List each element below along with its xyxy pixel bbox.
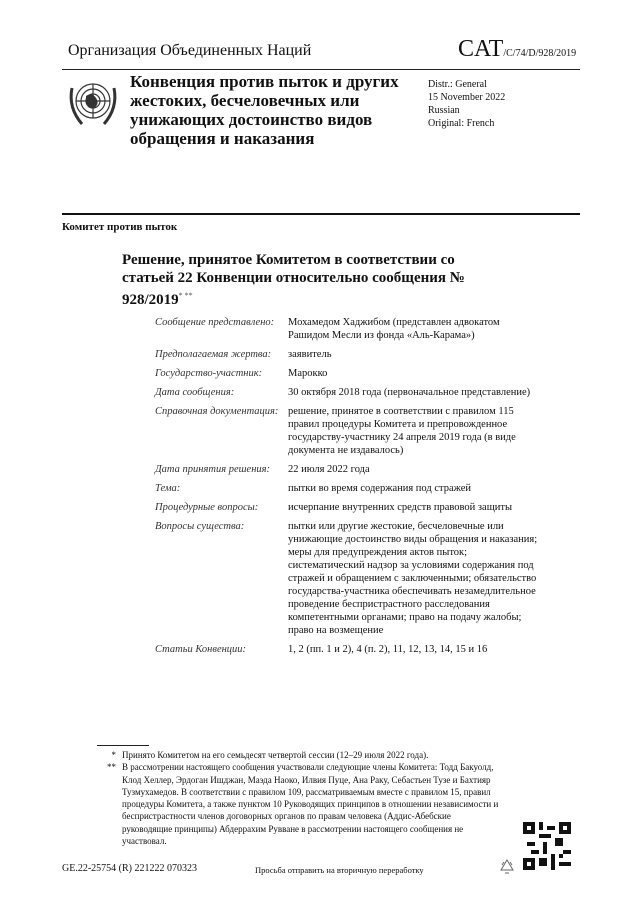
table-row: [155, 482, 545, 495]
table-row: [155, 643, 545, 656]
row-value: 22 июля 2022 года: [288, 464, 370, 475]
row-label: Справочная документация:: [155, 406, 279, 417]
footnotes: [100, 749, 500, 847]
row-value: Марокко: [288, 368, 328, 379]
distribution-info: [428, 78, 505, 130]
recycle-text: Просьба отправить на вторичную переработку: [255, 865, 424, 875]
row-value: заявитель: [288, 349, 332, 360]
qr-code-icon: [523, 822, 571, 870]
job-number: GE.22-25754 (R) 221222 070323: [62, 863, 197, 874]
row-value: пытки или другие жестокие, бесчеловечные или унижающие достоинство виды обращения и наказания; меры для предупреждения актов пыток; систематический надзор за условиями содержания под стражей и обращением с заключенными; обязательство государства-участника обеспечивать незамедлительное проведение беспристрастного расследования компетентными органами; право на подачу жалобы; право на возмещение: [288, 521, 538, 636]
footnote: [100, 749, 500, 761]
symbol-rest: /C/74/D/928/2019: [503, 48, 577, 59]
row-label: Дата сообщения:: [155, 387, 235, 398]
footnote-marks: * **: [178, 291, 193, 300]
document-symbol: [458, 36, 576, 63]
committee-name: Комитет против пыток: [62, 221, 178, 233]
convention-title: Конвенция против пыток и других жестоких, бесчеловечных или унижающих достоинство видов обращения и наказания: [130, 72, 399, 148]
title-rule: [62, 213, 580, 215]
table-row: [155, 348, 545, 361]
footnote-text: В рассмотрении настоящего сообщения участвовали следующие члены Комитета: Тодд Бакуолд, Клод Хеллер, Эрдоган Ишджан, Маэда Наоко, Илвия Пуце, Ана Раку, Себастьен Тузе и Бахтияр Тузмухамедов. В соответствии с правилом 109, рассматриваемым вместе с правилом 15, правил процедуры Комитета, а также пунктом 10 Руководящих принципов в отношении независимости и беспристрастности членов договорных органов по правам человека (Аддис-Абебские руководящие принципы) Абдеррахим Рувване в рассмотрении настоящего сообщения не участвовал.: [122, 762, 499, 847]
footnote: [100, 761, 500, 847]
row-label: Дата принятия решения:: [155, 464, 271, 475]
table-row: [155, 316, 545, 342]
footnote-mark: *: [111, 750, 116, 760]
header-rule: [62, 69, 580, 70]
case-details-table: [155, 316, 545, 662]
row-label: Вопросы существа:: [155, 521, 245, 532]
original-line: Original: French: [428, 118, 495, 129]
row-value: 1, 2 (пп. 1 и 2), 4 (п. 2), 11, 12, 13, 14, 15 и 16: [288, 644, 488, 655]
table-row: [155, 463, 545, 476]
heading-text: Решение, принятое Комитетом в соответствии со статьей 22 Конвенции относительно сообщения № 928/2019: [122, 252, 465, 308]
footnote-text: Принято Комитетом на его семьдесят четвертой сессии (12–29 июля 2022 года).: [122, 750, 429, 760]
row-label: Сообщение представлено:: [155, 317, 275, 328]
footnote-rule: [97, 745, 149, 746]
row-label: Статьи Конвенции:: [155, 644, 247, 655]
row-label: Предполагаемая жертва:: [155, 349, 272, 360]
row-value: пытки во время содержания под стражей: [288, 483, 472, 494]
decision-heading: [122, 251, 482, 309]
table-row: [155, 386, 545, 399]
row-label: Государство-участник:: [155, 368, 263, 379]
row-value: 30 октября 2018 года (первоначальное представление): [288, 387, 531, 398]
symbol-main: CAT: [458, 36, 504, 62]
row-label: Процедурные вопросы:: [155, 502, 259, 513]
table-row: [155, 501, 545, 514]
row-value: Мохамедом Хаджибом (представлен адвокатом Рашидом Месли из фонда «Аль-Карама»): [288, 317, 500, 341]
organization-name: Организация Объединенных Наций: [68, 42, 312, 59]
un-emblem-icon: [64, 74, 122, 132]
table-row: [155, 367, 545, 380]
table-row: [155, 405, 545, 457]
table-row: [155, 520, 545, 637]
date-line: 15 November 2022: [428, 92, 506, 103]
language-line: Russian: [428, 105, 460, 116]
distr-line: Distr.: General: [428, 79, 487, 90]
row-label: Тема:: [155, 483, 181, 494]
row-value: исчерпание внутренних средств правовой защиты: [288, 502, 513, 513]
footnote-mark: **: [107, 762, 116, 773]
recycle-icon: [498, 858, 516, 876]
row-value: решение, принятое в соответствии с правилом 115 правил процедуры Комитета и препровожденное государству-участнику 24 апреля 2019 года (в виде документа не издавалось): [288, 406, 516, 456]
